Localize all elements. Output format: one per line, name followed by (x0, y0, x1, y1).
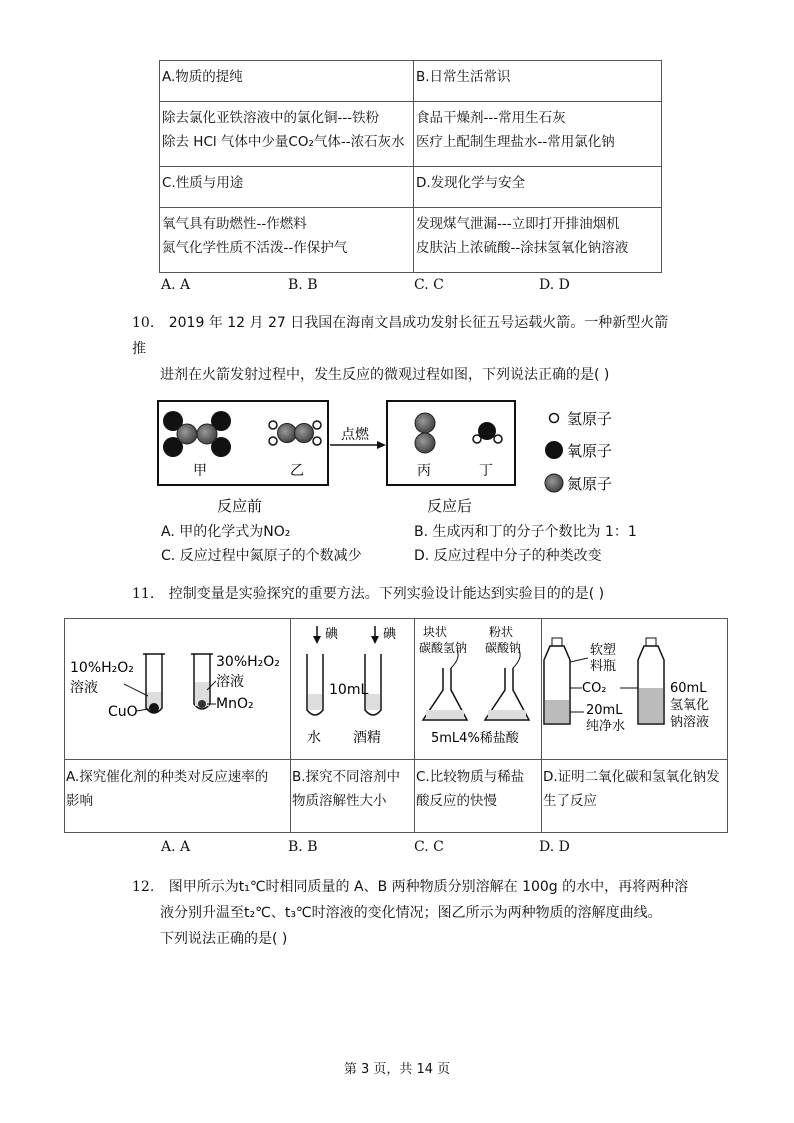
q9-b-line2: 医疗上配制生理盐水--常用氯化钠 (416, 134, 615, 150)
fig-yi: 乙 (290, 463, 304, 479)
q9-cell-a-body (160, 102, 414, 167)
q10-line2: 进剂在火箭发射过程中，发生反应的微观过程如图，下列说法正确的是( ) (160, 367, 610, 383)
q11-fig-a (66, 620, 290, 759)
fc-b2: 碳酸钠 (485, 641, 522, 655)
q10-option-b[interactable]: B. 生成丙和丁的分子个数比为 1：1 (414, 524, 637, 540)
fa-r3: MnO₂ (216, 696, 254, 712)
fb-vol: 10mL (329, 682, 369, 698)
q10-option-d[interactable]: D. 反应过程中分子的种类改变 (414, 548, 602, 564)
fb-i2: 碘 (383, 627, 397, 642)
fa-l3: CuO (108, 704, 138, 720)
fb-water: 水 (307, 730, 321, 746)
fd-n3: 钠溶液 (670, 715, 710, 730)
fc-b1: 粉状 (489, 625, 514, 639)
q10-stem (132, 310, 672, 388)
q11-caption-c: C.比较物质与稀盐 酸反应的快慢 (416, 769, 525, 809)
q11-experiment-table (64, 618, 728, 833)
q11-fig-c (415, 620, 541, 759)
q9-cell-b-title: B.日常生活常识 (414, 61, 662, 102)
q12-number: 12. (132, 879, 155, 895)
jia-molecule (163, 411, 231, 457)
q9-cell-d-title: D.发现化学与安全 (414, 167, 662, 208)
q9-choice-b[interactable]: B. B (288, 277, 318, 293)
fb-i1: 碘 (325, 627, 339, 642)
q9-cell-c-body (160, 208, 414, 273)
fd-w1: 20mL (586, 703, 623, 718)
q11-caption-b: B.探究不同溶剂中 物质溶解性大小 (292, 769, 401, 809)
q9-choice-c[interactable]: C. C (414, 277, 444, 293)
fa-l1: 10%H₂O₂ (70, 660, 134, 676)
q10-option-c[interactable]: C. 反应过程中氮原子的个数减少 (161, 548, 362, 564)
fb-alcohol: 酒精 (353, 730, 381, 746)
q12-line2: 液分别升温至t₂℃、t₃℃时溶液的变化情况；图乙所示为两种物质的溶解度曲线。 (160, 905, 662, 921)
q11-fig-b (291, 620, 414, 759)
q10-option-a[interactable]: A. 甲的化学式为NO₂ (161, 524, 291, 540)
fd-s2: 料瓶 (590, 659, 617, 674)
fd-n1: 60mL (670, 681, 707, 696)
q9-cell-b-body (414, 102, 662, 167)
fc-a1: 块状 (423, 625, 448, 639)
q11-choice-a[interactable]: A. A (161, 839, 191, 855)
q11-stem (132, 581, 604, 607)
q11-caption-d: D.证明二氧化碳和氢氧化钠发 生了反应 (543, 769, 720, 809)
q9-a-line2: 除去 HCl 气体中少量CO₂气体--浓石灰水 (162, 134, 405, 150)
fa-r1: 30%H₂O₂ (216, 654, 280, 670)
fa-r2: 溶液 (216, 674, 244, 690)
fd-co2: CO₂ (582, 681, 607, 696)
fig-before: 反应前 (217, 497, 263, 515)
fig-ding: 丁 (479, 463, 493, 479)
page-footer: 第 3 页，共 14 页 (343, 1062, 451, 1077)
q9-cell-a-title: A.物质的提纯 (160, 61, 414, 102)
q11-choice-d[interactable]: D. D (539, 839, 570, 855)
q9-choice-d[interactable]: D. D (539, 277, 570, 293)
bing-molecule (415, 413, 435, 453)
fd-w2: 纯净水 (586, 719, 626, 734)
fa-l2: 溶液 (70, 680, 98, 696)
q12-line1: 图甲所示为t₁℃时相同质量的 A、B 两种物质分别溶解在 100g 的水中，再将两种溶 (168, 879, 689, 895)
q9-cell-c-title: C.性质与用途 (160, 167, 414, 208)
arrow-head (377, 441, 386, 449)
fig-arrow-label: 点燃 (341, 427, 369, 443)
q9-a-line1: 除去氯化亚铁溶液中的氯化铜---铁粉 (162, 110, 380, 126)
legend-n: 氮原子 (567, 475, 613, 493)
q11-choice-b[interactable]: B. B (288, 839, 318, 855)
fc-acid: 5mL4%稀盐酸 (431, 731, 519, 746)
q9-b-line1: 食品干燥剂---常用生石灰 (416, 110, 566, 126)
fd-n2: 氢氧化 (670, 698, 710, 713)
ding-molecule (473, 422, 502, 443)
q9-choice-a[interactable]: A. A (161, 277, 191, 293)
fc-a2: 碳酸氢钠 (419, 641, 468, 655)
q9-d-line1: 发现煤气泄漏---立即打开排油烟机 (416, 216, 620, 232)
q9-c-line1: 氧气具有助燃性--作燃料 (162, 216, 307, 232)
q11-choice-c[interactable]: C. C (414, 839, 444, 855)
q10-line1: 2019 年 12 月 27 日我国在海南文昌成功发射长征五号运载火箭。一种新型火箭推 (132, 315, 669, 357)
q10-reaction-figure (155, 395, 645, 520)
q10-number: 10. (132, 315, 155, 331)
legend-o: 氧原子 (567, 442, 613, 460)
q11-text: 控制变量是实验探究的重要方法。下列实验设计能达到实验目的的是( ) (168, 586, 605, 602)
fig-after: 反应后 (427, 497, 473, 515)
q9-c-line2: 氮气化学性质不活泼--作保护气 (162, 240, 348, 256)
q9-d-line2: 皮肤沾上浓硫酸--涂抹氢氧化钠溶液 (416, 240, 629, 256)
yi-molecule (269, 421, 321, 445)
fd-s1: 软塑 (590, 643, 617, 658)
q12-stem (132, 874, 692, 952)
fig-jia: 甲 (193, 463, 207, 479)
q9-cell-d-body (414, 208, 662, 273)
q12-line3: 下列说法正确的是( ) (160, 931, 288, 947)
fig-bing: 丙 (417, 463, 431, 479)
q11-number: 11. (132, 586, 155, 602)
q11-caption-a: A.探究催化剂的种类对反应速率的 影响 (66, 769, 269, 809)
q9-options-table (159, 60, 662, 273)
q11-fig-d (542, 620, 727, 759)
legend-h: 氢原子 (567, 410, 613, 428)
